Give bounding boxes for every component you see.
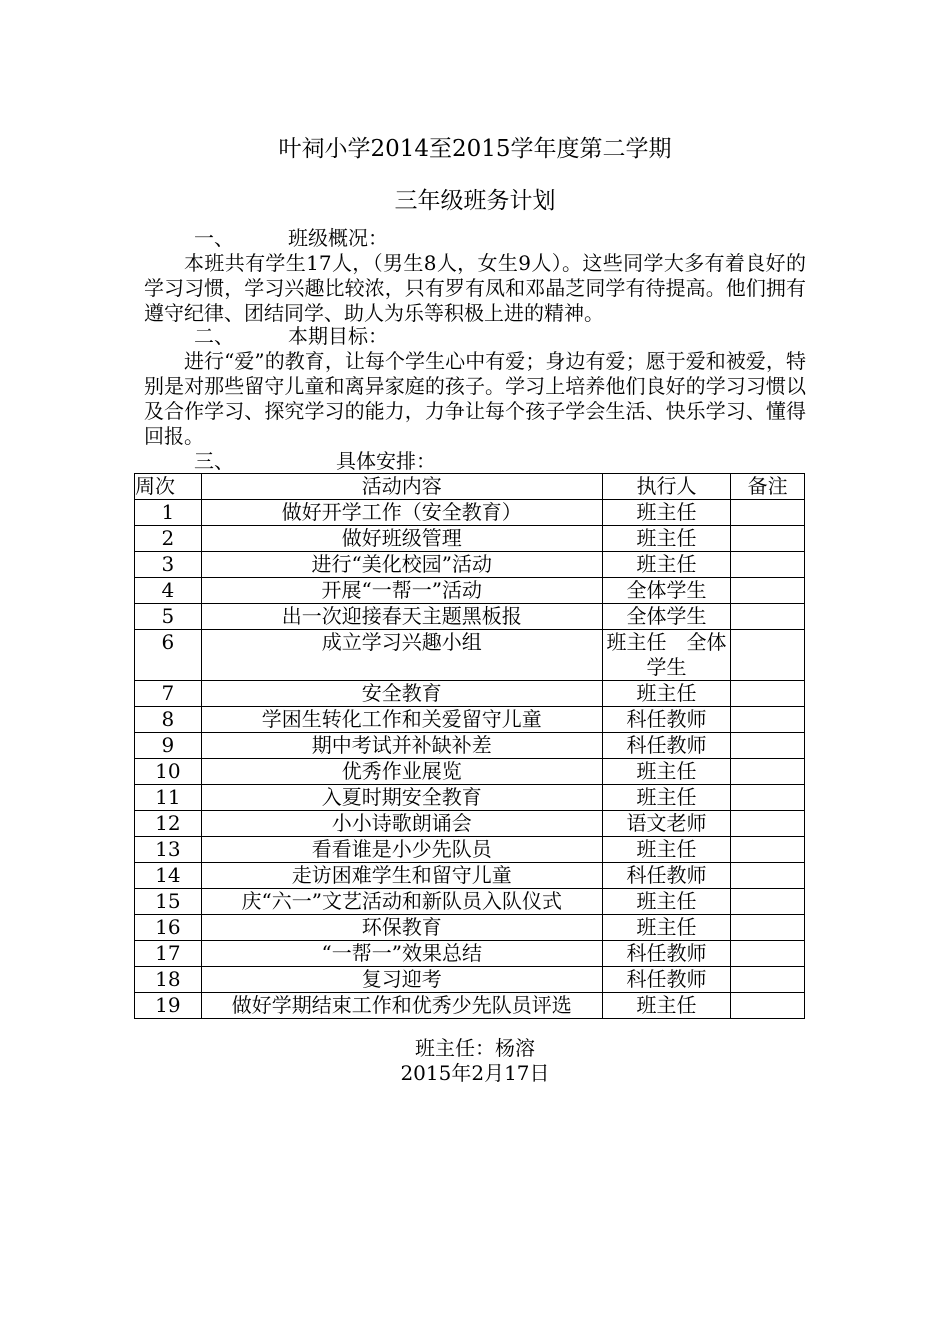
cell-executor: 科任教师: [602, 733, 731, 759]
table-row: [135, 759, 805, 785]
table-body: [135, 500, 805, 1019]
cell-executor: 班主任: [602, 915, 731, 941]
signature-date: 2015年2月17日: [400, 1061, 550, 1085]
cell-note: [731, 578, 805, 604]
cell-note: [731, 759, 805, 785]
cell-week: 11: [135, 785, 202, 811]
cell-note: [731, 811, 805, 837]
cell-note: [731, 707, 805, 733]
section-heading: [144, 449, 806, 474]
header-activity: 活动内容: [201, 474, 602, 500]
cell-note: [731, 681, 805, 707]
cell-note: [731, 967, 805, 993]
section-heading: [144, 226, 806, 251]
cell-week: 15: [135, 889, 202, 915]
cell-note: [731, 604, 805, 630]
table-row: [135, 863, 805, 889]
schedule-table: [134, 473, 805, 1019]
cell-week: 4: [135, 578, 202, 604]
cell-note: [731, 889, 805, 915]
cell-note: [731, 630, 805, 681]
cell-activity: 看看谁是小少先队员: [201, 837, 602, 863]
cell-activity: 复习迎考: [201, 967, 602, 993]
document-subtitle: 三年级班务计划: [394, 188, 556, 214]
cell-executor: 班主任: [602, 526, 731, 552]
table-row: [135, 993, 805, 1019]
cell-executor: 科任教师: [602, 941, 731, 967]
cell-note: [731, 733, 805, 759]
document-title: 叶祠小学2014至2015学年度第二学期: [278, 136, 672, 162]
header-executor: 执行人: [602, 474, 731, 500]
cell-executor: 语文老师: [602, 811, 731, 837]
cell-executor: 班主任: [602, 500, 731, 526]
cell-executor: 科任教师: [602, 707, 731, 733]
table-row: [135, 707, 805, 733]
header-week: 周次: [135, 474, 202, 500]
table-row: [135, 785, 805, 811]
section-heading-label: 班级概况：: [288, 226, 388, 250]
cell-week: 2: [135, 526, 202, 552]
cell-week: 1: [135, 500, 202, 526]
table-row: [135, 578, 805, 604]
cell-activity: 环保教育: [201, 915, 602, 941]
table-row: [135, 604, 805, 630]
table-row: [135, 500, 805, 526]
cell-activity: 做好班级管理: [201, 526, 602, 552]
table-row: [135, 889, 805, 915]
table-row: [135, 630, 805, 681]
cell-week: 16: [135, 915, 202, 941]
cell-executor: 科任教师: [602, 967, 731, 993]
section-schedule: [144, 449, 806, 474]
table-row: [135, 681, 805, 707]
cell-activity: 优秀作业展览: [201, 759, 602, 785]
cell-week: 8: [135, 707, 202, 733]
cell-executor: 班主任: [602, 889, 731, 915]
section-paragraph: 本班共有学生17人，（男生8人，女生9人）。这些同学大多有着良好的学习习惯，学习兴趣比较浓，只有罗有凤和邓晶芝同学有待提高。他们拥有遵守纪律、团结同学、助人为乐等积极上进的精神。: [144, 251, 806, 325]
section-heading-label: 本期目标：: [288, 324, 388, 348]
cell-executor: 班主任: [602, 552, 731, 578]
table-row: [135, 552, 805, 578]
cell-activity: 小小诗歌朗诵会: [201, 811, 602, 837]
cell-activity: 安全教育: [201, 681, 602, 707]
table-row: [135, 526, 805, 552]
cell-executor: 科任教师: [602, 863, 731, 889]
cell-activity: 期中考试并补缺补差: [201, 733, 602, 759]
table-row: [135, 733, 805, 759]
teacher-signature: 班主任：杨溶: [415, 1036, 535, 1060]
cell-activity: 庆“六一”文艺活动和新队员入队仪式: [201, 889, 602, 915]
cell-activity: 做好学期结束工作和优秀少先队员评选: [201, 993, 602, 1019]
cell-activity: 学困生转化工作和关爱留守儿童: [201, 707, 602, 733]
section-heading: [144, 324, 806, 349]
header-note: 备注: [731, 474, 805, 500]
cell-week: 18: [135, 967, 202, 993]
cell-executor: 全体学生: [602, 604, 731, 630]
section-class-overview: [144, 226, 806, 326]
cell-note: [731, 993, 805, 1019]
cell-activity: 开展“一帮一”活动: [201, 578, 602, 604]
table-row: [135, 915, 805, 941]
table-row: [135, 811, 805, 837]
cell-note: [731, 785, 805, 811]
cell-week: 12: [135, 811, 202, 837]
cell-note: [731, 915, 805, 941]
cell-executor: 班主任: [602, 681, 731, 707]
cell-week: 5: [135, 604, 202, 630]
section-number: 三、: [194, 449, 234, 473]
cell-note: [731, 500, 805, 526]
cell-note: [731, 837, 805, 863]
section-paragraph: 进行“爱”的教育，让每个学生心中有爱；身边有爱；愿于爱和被爱，特别是对那些留守儿童和离异家庭的孩子。学习上培养他们良好的学习习惯以及合作学习、探究学习的能力，力争让每个孩子学会生活、快乐学习、懂得回报。: [144, 349, 806, 448]
table-header-row: [135, 474, 805, 500]
cell-note: [731, 863, 805, 889]
cell-executor: 班主任: [602, 993, 731, 1019]
section-number: 一、: [194, 226, 234, 250]
cell-week: 17: [135, 941, 202, 967]
section-number: 二、: [194, 324, 234, 348]
cell-week: 3: [135, 552, 202, 578]
cell-executor: 班主任 全体学生: [602, 630, 731, 681]
cell-executor: 班主任: [602, 837, 731, 863]
cell-week: 13: [135, 837, 202, 863]
table-row: [135, 837, 805, 863]
cell-executor: 全体学生: [602, 578, 731, 604]
cell-activity: 成立学习兴趣小组: [201, 630, 602, 681]
section-heading-label: 具体安排：: [336, 449, 436, 473]
cell-executor: 班主任: [602, 785, 731, 811]
cell-note: [731, 552, 805, 578]
cell-note: [731, 526, 805, 552]
cell-week: 10: [135, 759, 202, 785]
cell-activity: 入夏时期安全教育: [201, 785, 602, 811]
cell-week: 7: [135, 681, 202, 707]
cell-activity: 做好开学工作（安全教育）: [201, 500, 602, 526]
cell-executor: 班主任: [602, 759, 731, 785]
cell-activity: 出一次迎接春天主题黑板报: [201, 604, 602, 630]
cell-week: 14: [135, 863, 202, 889]
cell-activity: 进行“美化校园”活动: [201, 552, 602, 578]
table-row: [135, 967, 805, 993]
table-row: [135, 941, 805, 967]
cell-note: [731, 941, 805, 967]
cell-activity: 走访困难学生和留守儿童: [201, 863, 602, 889]
cell-week: 19: [135, 993, 202, 1019]
cell-activity: “一帮一”效果总结: [201, 941, 602, 967]
cell-week: 6: [135, 630, 202, 681]
cell-week: 9: [135, 733, 202, 759]
section-term-goals: [144, 324, 806, 449]
